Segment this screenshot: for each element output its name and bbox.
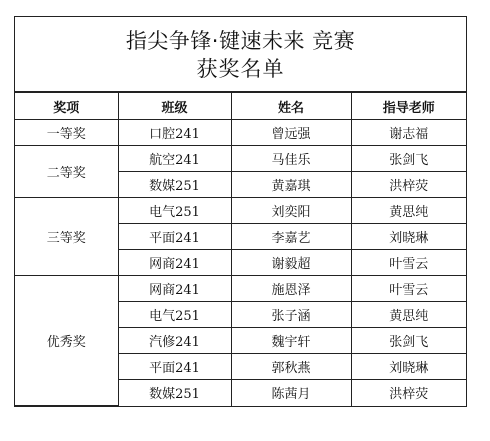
teacher-cell: 叶雪云 (351, 250, 466, 276)
student-name-cell: 曾远强 (231, 120, 351, 146)
class-cell: 平面241 (118, 224, 231, 250)
table-body (15, 120, 466, 406)
table-row (15, 120, 466, 146)
award-level-cell: 优秀奖 (15, 276, 118, 406)
teacher-cell: 洪梓荧 (351, 172, 466, 198)
student-name-cell: 郭秋燕 (231, 354, 351, 380)
class-cell: 数媒251 (118, 380, 231, 406)
award-level-cell: 二等奖 (15, 146, 118, 198)
award-list-sheet (14, 16, 467, 407)
award-level-cell: 一等奖 (15, 120, 118, 146)
student-name-cell: 马佳乐 (231, 146, 351, 172)
teacher-cell: 张剑飞 (351, 328, 466, 354)
class-cell: 汽修241 (118, 328, 231, 354)
teacher-cell: 刘晓琳 (351, 354, 466, 380)
title-block (15, 17, 466, 92)
teacher-cell: 黄思纯 (351, 198, 466, 224)
student-name-cell: 魏宇轩 (231, 328, 351, 354)
column-header-name: 姓名 (231, 93, 351, 120)
teacher-cell: 张剑飞 (351, 146, 466, 172)
award-level-cell: 三等奖 (15, 198, 118, 276)
teacher-cell: 洪梓荧 (351, 380, 466, 406)
table-row (15, 198, 466, 224)
student-name-cell: 谢毅超 (231, 250, 351, 276)
class-cell: 口腔241 (118, 120, 231, 146)
student-name-cell: 刘奕阳 (231, 198, 351, 224)
class-cell: 电气251 (118, 198, 231, 224)
competition-title: 指尖争锋·键速未来 竞赛 (125, 29, 356, 53)
class-cell: 数媒251 (118, 172, 231, 198)
table-row (15, 146, 466, 172)
student-name-cell: 施恩泽 (231, 276, 351, 302)
class-cell: 网商241 (118, 250, 231, 276)
list-title: 获奖名单 (196, 57, 285, 81)
table-header-row (15, 93, 466, 120)
award-table (15, 92, 466, 406)
class-cell: 航空241 (118, 146, 231, 172)
student-name-cell: 张子涵 (231, 302, 351, 328)
teacher-cell: 谢志福 (351, 120, 466, 146)
teacher-cell: 黄思纯 (351, 302, 466, 328)
teacher-cell: 刘晓琳 (351, 224, 466, 250)
student-name-cell: 黄嘉琪 (231, 172, 351, 198)
table-row (15, 276, 466, 302)
column-header-award: 奖项 (15, 93, 118, 120)
column-header-teacher: 指导老师 (351, 93, 466, 120)
class-cell: 平面241 (118, 354, 231, 380)
class-cell: 电气251 (118, 302, 231, 328)
student-name-cell: 李嘉艺 (231, 224, 351, 250)
column-header-class: 班级 (118, 93, 231, 120)
class-cell: 网商241 (118, 276, 231, 302)
teacher-cell: 叶雪云 (351, 276, 466, 302)
student-name-cell: 陈茜月 (231, 380, 351, 406)
